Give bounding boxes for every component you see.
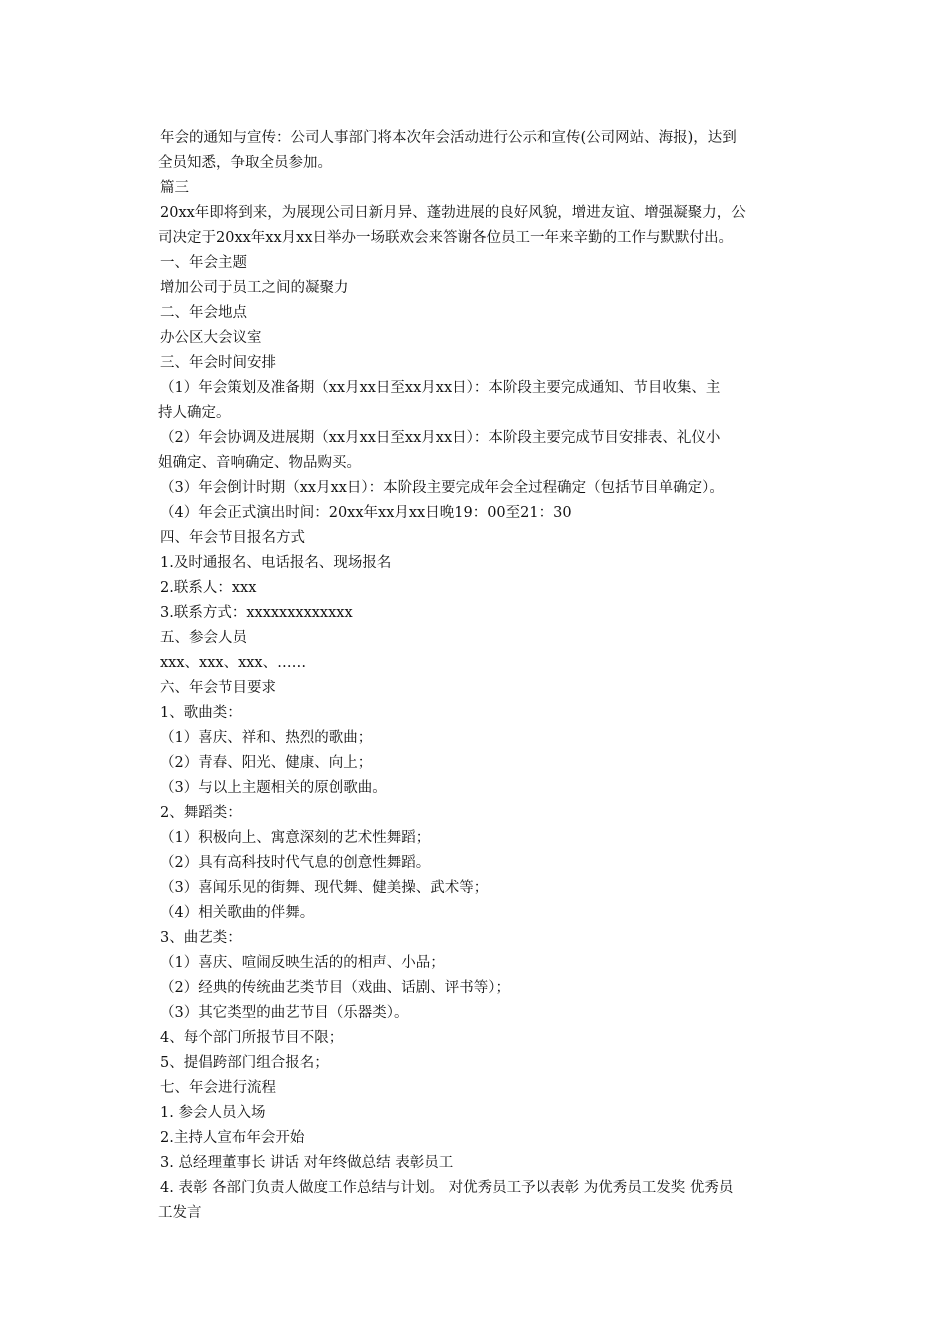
paragraph-line: 全员知悉，争取全员参加。 <box>158 155 332 171</box>
list-item: 3. 总经理董事长 讲话 对年终做总结 表彰员工 <box>160 1155 454 1171</box>
list-item: （1）积极向上、寓意深刻的艺术性舞蹈； <box>160 830 431 846</box>
section-heading: 七、年会进行流程 <box>160 1080 276 1096</box>
list-item: （2）具有高科技时代气息的创意性舞蹈。 <box>160 855 431 871</box>
list-item: 2.联系人：xxx <box>160 580 257 596</box>
section-heading: 三、年会时间安排 <box>160 355 276 371</box>
list-item: 4. 表彰 各部门负责人做度工作总结与计划。 对优秀员工予以表彰 为优秀员工发奖 优秀员 <box>160 1180 734 1196</box>
list-item: 1.及时通报名、电话报名、现场报名 <box>160 555 392 571</box>
list-item: 1. 参会人员入场 <box>160 1105 266 1121</box>
list-item-continuation: 姐确定、音响确定、物品购买。 <box>158 455 361 471</box>
section-heading: 二、年会地点 <box>160 305 247 321</box>
paragraph-line: 司决定于20xx年xx月xx日举办一场联欢会来答谢各位员工一年来辛勤的工作与默默付出。 <box>158 230 734 246</box>
paragraph-line: 增加公司于员工之间的凝聚力 <box>160 280 349 296</box>
paragraph-line: 年会的通知与宣传：公司人事部门将本次年会活动进行公示和宣传(公司网站、海报)，达到 <box>160 130 737 146</box>
document-body <box>160 126 820 1226</box>
list-item: （4）相关歌曲的伴舞。 <box>160 905 315 921</box>
paragraph-line: 20xx年即将到来，为展现公司日新月异、蓬勃进展的良好风貌，增进友谊、增强凝聚力，公 <box>160 205 746 221</box>
list-item: （3）喜闻乐见的街舞、现代舞、健美操、武术等； <box>160 880 489 896</box>
list-item: 4、每个部门所报节目不限； <box>160 1030 344 1046</box>
section-heading: 五、参会人员 <box>160 630 247 646</box>
section-heading: 篇三 <box>160 180 189 196</box>
list-item-continuation: 工发言 <box>158 1205 202 1221</box>
list-item: （3）其它类型的曲艺节目（乐器类）。 <box>160 1005 409 1021</box>
section-heading: 一、年会主题 <box>160 255 247 271</box>
list-item: （2）经典的传统曲艺类节目（戏曲、话剧、评书等）； <box>160 980 510 996</box>
subsection-heading: 1、歌曲类： <box>160 705 242 721</box>
list-item: （1）喜庆、祥和、热烈的歌曲； <box>160 730 373 746</box>
list-item-continuation: 持人确定。 <box>158 405 231 421</box>
list-item: 2.主持人宣布年会开始 <box>160 1130 305 1146</box>
list-item: （2）青春、阳光、健康、向上； <box>160 755 373 771</box>
list-item: （1）喜庆、喧闹反映生活的的相声、小品； <box>160 955 445 971</box>
section-heading: 四、年会节目报名方式 <box>160 530 305 546</box>
list-item: （3）年会倒计时期（xx月xx日）：本阶段主要完成年会全过程确定（包括节目单确定）。 <box>160 480 724 496</box>
section-heading: 六、年会节目要求 <box>160 680 276 696</box>
list-item: 3.联系方式：xxxxxxxxxxxxx <box>160 605 353 621</box>
paragraph-line: xxx、xxx、xxx、…… <box>160 655 307 671</box>
list-item: 5、提倡跨部门组合报名； <box>160 1055 329 1071</box>
paragraph-line: 办公区大会议室 <box>160 330 262 346</box>
subsection-heading: 3、曲艺类： <box>160 930 242 946</box>
list-item: （4）年会正式演出时间：20xx年xx月xx日晚19：00至21：30 <box>160 505 572 521</box>
list-item: （3）与以上主题相关的原创歌曲。 <box>160 780 387 796</box>
list-item: （2）年会协调及进展期（xx月xx日至xx月xx日）：本阶段主要完成节目安排表、礼仪小 <box>160 430 721 446</box>
subsection-heading: 2、舞蹈类： <box>160 805 242 821</box>
list-item: （1）年会策划及准备期（xx月xx日至xx月xx日）：本阶段主要完成通知、节目收集、主 <box>160 380 721 396</box>
